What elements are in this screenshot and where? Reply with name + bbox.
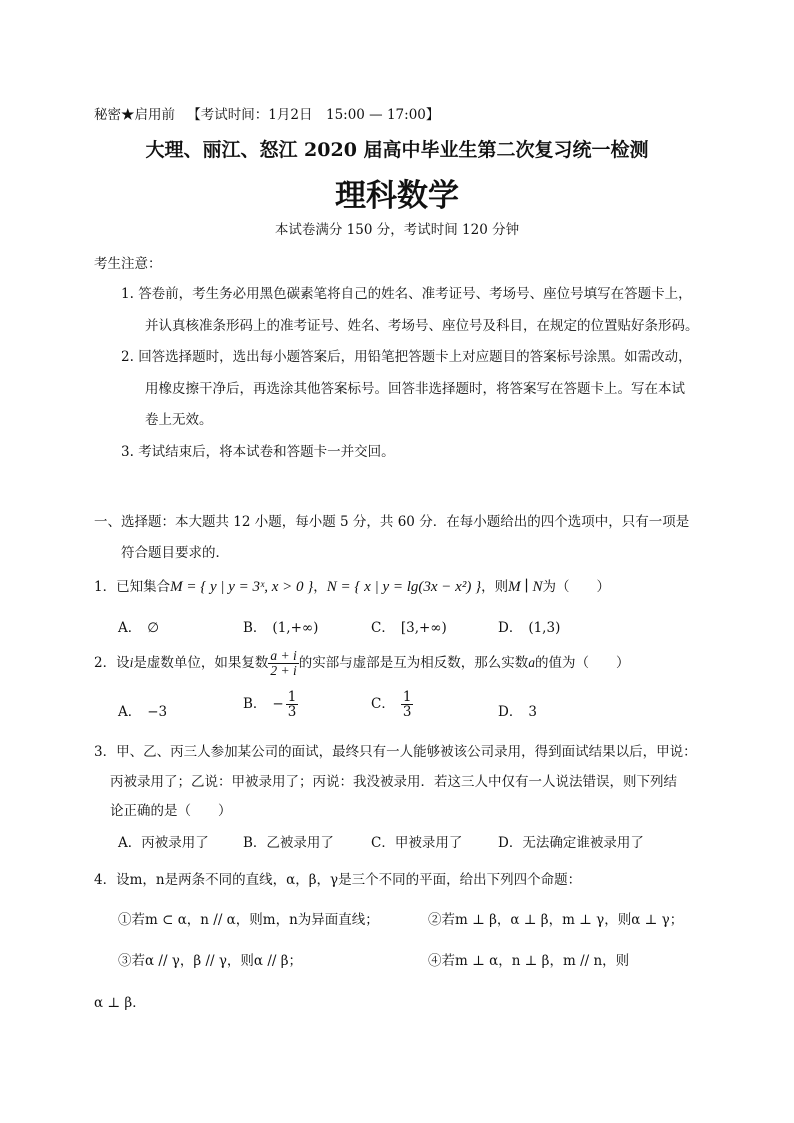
- proposition-2: ②若m ⊥ β，α ⊥ β，m ⊥ γ，则α ⊥ γ；: [428, 912, 684, 928]
- exam-header-line: [94, 103, 439, 123]
- question-1-stem: [94, 575, 610, 596]
- question-3-cont2: 论正确的是（ ）: [110, 803, 232, 819]
- set-operation: M ∣ N: [508, 579, 543, 595]
- exam-title: 大理、丽江、怒江 2020 届高中毕业生第二次复习统一检测: [145, 139, 649, 161]
- question-text: ，: [313, 579, 327, 595]
- fraction-numerator: a + i: [270, 648, 297, 663]
- question-1-option-c: [371, 616, 447, 636]
- exam-time: 【考试时间：1月2日 15:00 — 17:00】: [187, 107, 440, 123]
- question-text: 为（ ）: [542, 579, 610, 595]
- option-text: 乙被录用了: [266, 835, 334, 851]
- option-text: [3,+∞): [400, 620, 447, 636]
- imaginary-unit: i: [129, 655, 134, 670]
- question-1-option-a: [118, 616, 159, 636]
- complex-fraction: [268, 649, 298, 678]
- notice-item-text: 考试结束后，将本试卷和答题卡一并交回。: [138, 444, 395, 460]
- question-3-stem: [94, 740, 697, 760]
- proposition-1: ①若m ⊂ α，n // α，则m，n为异面直线；: [118, 912, 379, 928]
- option-text: 无法确定谁被录用了: [522, 835, 644, 851]
- option-fraction: [286, 690, 299, 719]
- question-1-option-d: [498, 616, 560, 636]
- exam-info: 本试卷满分 150 分，考试时间 120 分钟: [274, 222, 520, 238]
- set-m-formula: M = { y | y = 3ˣ, x > 0 }: [170, 579, 314, 595]
- option-label: D．: [498, 835, 523, 851]
- option-label: C．: [371, 696, 395, 712]
- confidential-mark: 秘密★启用前: [94, 107, 175, 123]
- question-number: 4．: [94, 872, 117, 888]
- question-3-option-a: [118, 831, 209, 851]
- question-1-option-b: [243, 616, 318, 636]
- option-label: A．: [118, 704, 142, 720]
- fraction-denominator: 2 + i: [270, 663, 297, 678]
- option-text: 甲被录用了: [394, 835, 463, 851]
- option-label: B．: [243, 620, 267, 636]
- question-number: 2．: [94, 655, 117, 671]
- question-2-option-d: [498, 700, 537, 720]
- question-number: 3．: [94, 744, 117, 760]
- proposition-4: ④若m ⊥ α，n ⊥ β，m // n，则: [428, 953, 630, 969]
- question-2-option-c: [371, 690, 413, 719]
- option-text: ∅: [147, 620, 160, 636]
- option-text: (1,3): [528, 620, 561, 636]
- option-fraction: [401, 690, 414, 719]
- notice-heading: 考生注意：: [94, 256, 162, 272]
- notice-item-1: [121, 282, 692, 302]
- fraction-denominator: 3: [402, 704, 412, 720]
- proposition-3: ③若α // γ，β // γ，则α // β；: [118, 953, 303, 969]
- option-text: 3: [528, 704, 537, 720]
- question-text: 设m，n是两条不同的直线，α，β，γ是三个不同的平面，给出下列四个命题：: [116, 872, 582, 888]
- option-label: A．: [118, 620, 142, 636]
- question-3-option-c: [371, 831, 462, 851]
- option-label: A．: [118, 835, 142, 851]
- question-2-option-b: [243, 690, 298, 719]
- notice-item-number: 3.: [121, 444, 134, 460]
- notice-item-3: [121, 440, 395, 460]
- variable-a: a: [528, 655, 535, 670]
- question-number: 1．: [94, 579, 117, 595]
- section-heading: 一、选择题：本大题共 12 小题，每小题 5 分，共 60 分．在每小题给出的四个选项中，只有一项是: [94, 514, 690, 530]
- fraction-numerator: 1: [402, 689, 412, 705]
- option-text: 丙被录用了: [141, 835, 209, 851]
- question-text: 已知集合: [116, 579, 171, 595]
- notice-item-text: 回答选择题时，选出每小题答案后，用铅笔把答题卡上对应题目的答案标号涂黑。如需改动，: [138, 349, 692, 365]
- notice-item-1-cont: 并认真核准条形码上的准考证号、姓名、考场号、座位号及科目，在规定的位置贴好条形码。: [145, 318, 699, 334]
- option-text: (1,+∞): [272, 620, 319, 636]
- question-4-stem: [94, 868, 581, 888]
- question-3-option-d: [498, 831, 644, 851]
- option-sign: −: [272, 696, 284, 712]
- question-text: ，则: [481, 579, 509, 595]
- option-label: B．: [243, 696, 267, 712]
- fraction-denominator: 3: [287, 704, 297, 720]
- notice-item-number: 2.: [121, 349, 134, 365]
- set-n-formula: N = { x | y = lg(3x − x²) }: [326, 579, 482, 595]
- option-label: B．: [243, 835, 267, 851]
- proposition-4-cont: α ⊥ β．: [94, 995, 146, 1011]
- question-text: 的值为（ ）: [534, 655, 630, 671]
- question-text: 是虚数单位，如果复数: [133, 655, 269, 671]
- notice-item-2-cont2: 卷上无效。: [145, 412, 213, 428]
- question-text: 甲、乙、丙三人参加某公司的面试，最终只有一人能够被该公司录用，得到面试结果以后，甲说：: [116, 744, 697, 760]
- option-label: D．: [498, 704, 523, 720]
- question-2-option-a: [118, 700, 167, 720]
- question-text: 的实部与虚部是互为相反数，那么实数: [298, 655, 529, 671]
- option-label: C．: [371, 835, 395, 851]
- option-label: D．: [498, 620, 523, 636]
- question-2-stem: [94, 649, 629, 678]
- notice-item-text: 答卷前，考生务必用黑色碳素笔将自己的姓名、准考证号、考场号、座位号填写在答题卡上，: [138, 286, 692, 302]
- notice-item-2: [121, 345, 692, 365]
- option-text: −3: [147, 704, 168, 720]
- fraction-numerator: 1: [287, 689, 297, 705]
- section-heading-cont: 符合题目要求的．: [121, 545, 229, 561]
- question-3-cont: 丙被录用了；乙说：甲被录用了；丙说：我没被录用．若这三人中仅有一人说法错误，则下列结: [110, 774, 677, 790]
- notice-item-number: 1.: [121, 286, 134, 302]
- notice-item-2-cont: 用橡皮擦干净后，再选涂其他答案标号。回答非选择题时，将答案写在答题卡上。写在本试: [145, 381, 685, 397]
- option-label: C．: [371, 620, 395, 636]
- question-3-option-b: [243, 831, 334, 851]
- subject-title: 理科数学: [335, 178, 459, 214]
- question-text: 设: [116, 655, 130, 671]
